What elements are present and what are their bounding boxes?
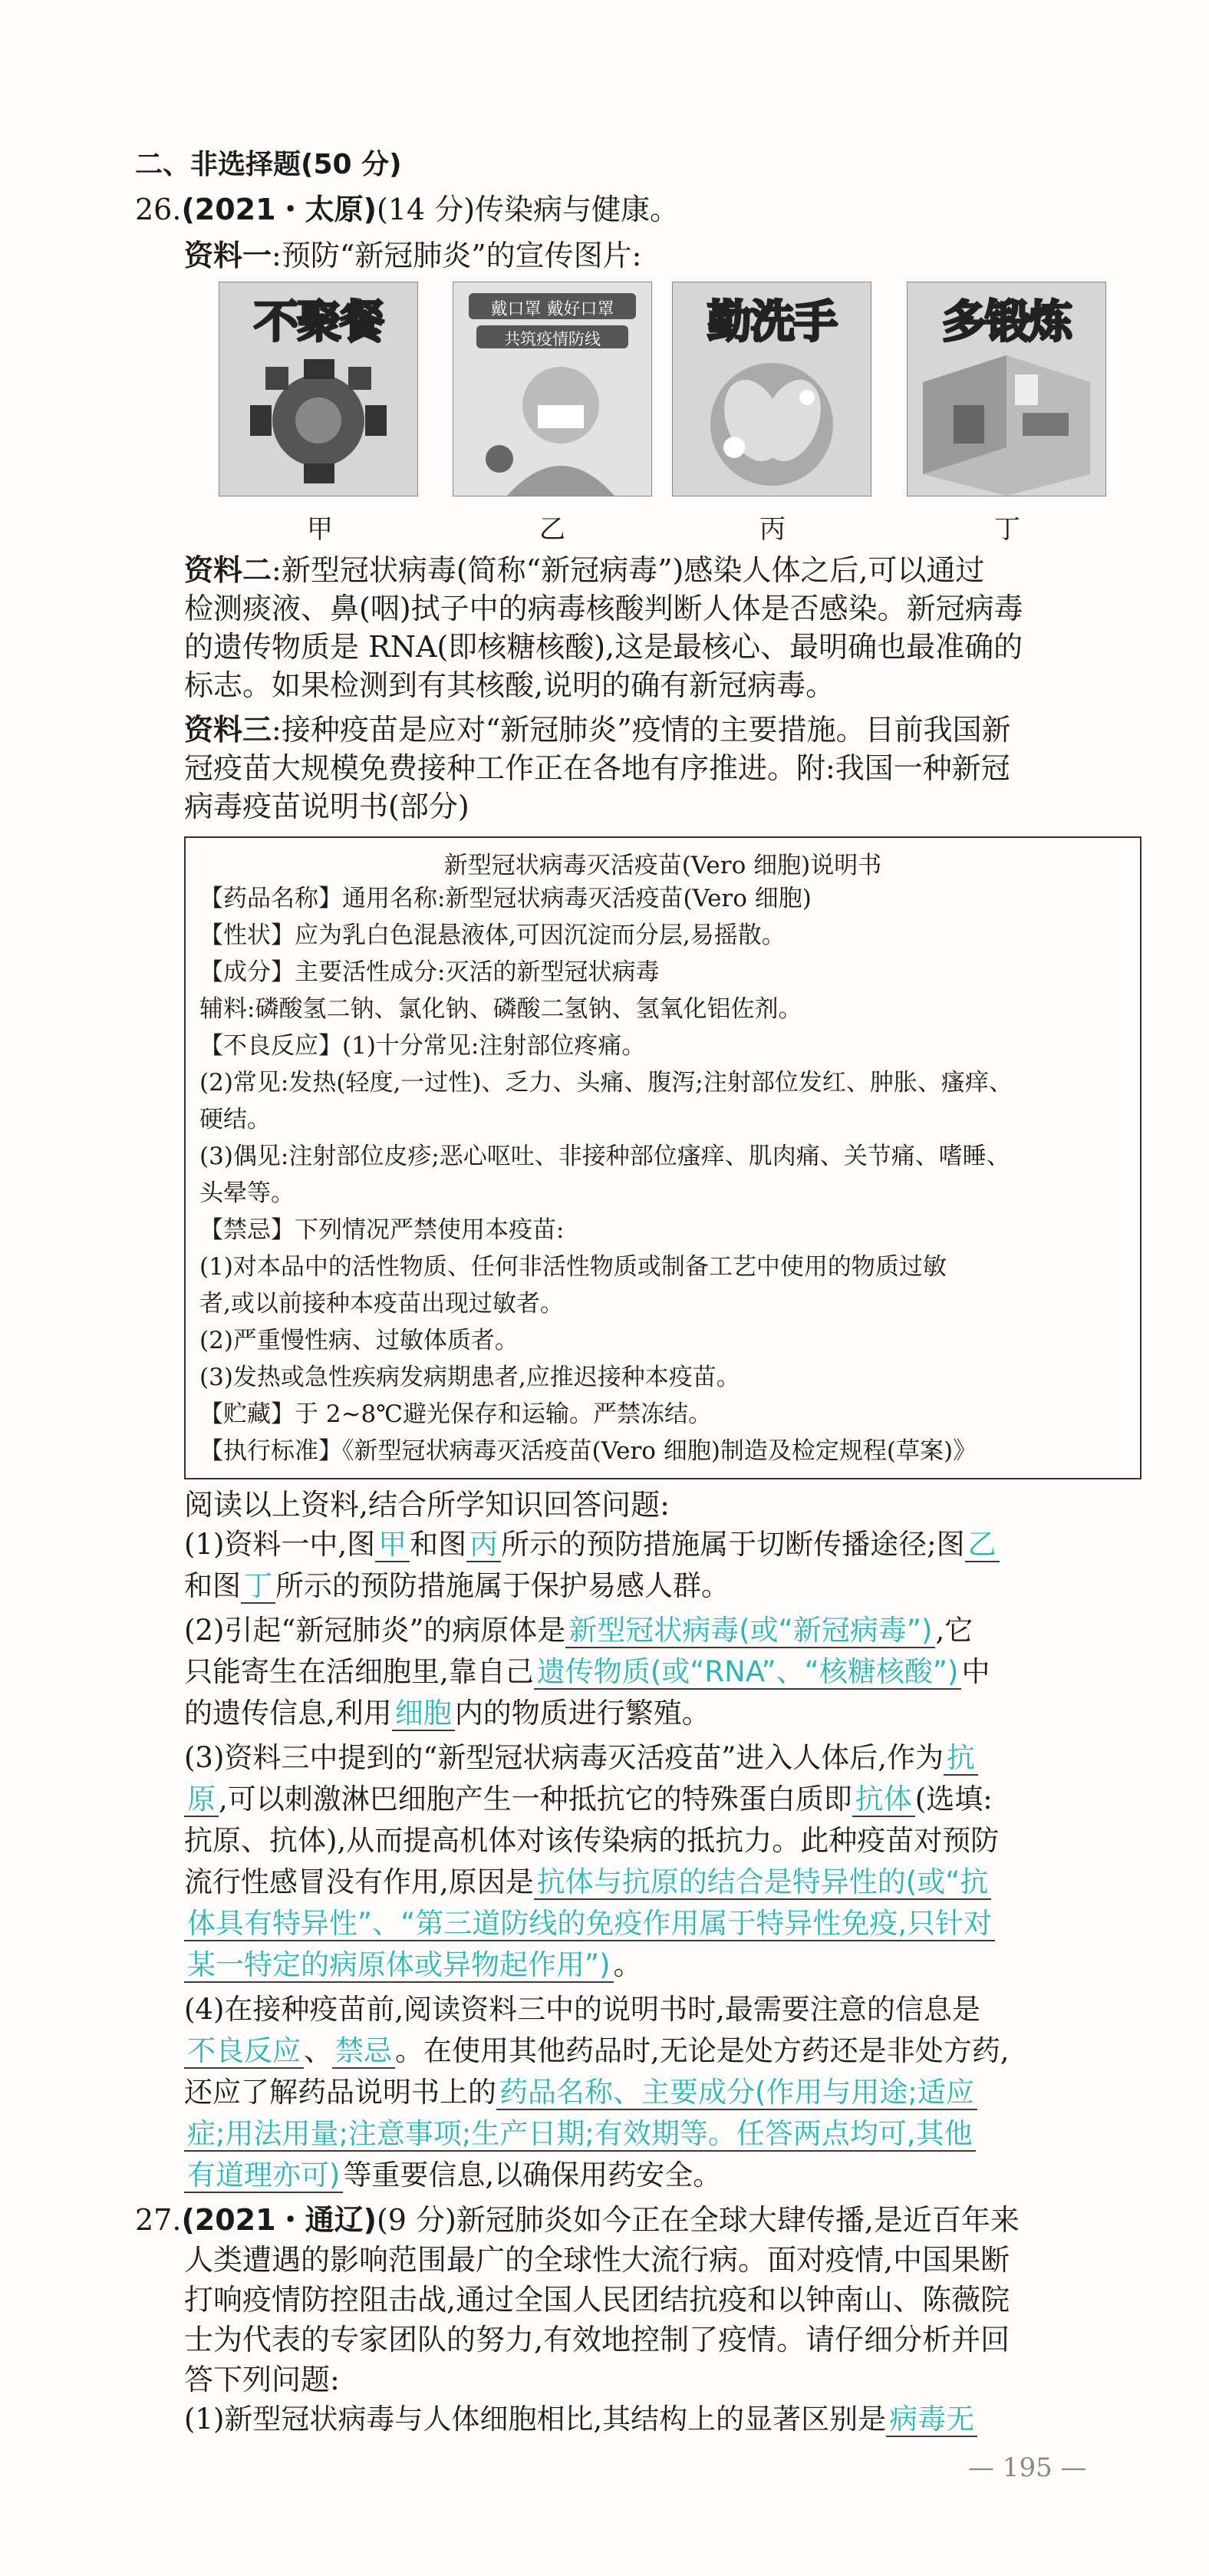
- answer-blank: 抗: [944, 1741, 978, 1776]
- box-line: 【执行标准】《新型冠状病毒灭活疫苗(Vero 细胞)制造及检定规程(草案)》: [199, 1437, 977, 1465]
- material-2-line: 资料二:新型冠状病毒(简称“新冠病毒”)感染人体之后,可以通过: [184, 553, 985, 587]
- box-line: 【禁忌】下列情况严禁使用本疫苗:: [199, 1216, 565, 1244]
- material-3-line: 病毒疫苗说明书(部分): [184, 790, 469, 823]
- answer-blank: 有道理亦可): [184, 2159, 343, 2193]
- question-27-header: 27.(2021・通辽)(9 分)新冠肺炎如今正在全球大肆传播,是近百年来: [135, 2203, 1020, 2237]
- answer-blank: 禁忌: [332, 2034, 395, 2069]
- answer-blank: 细胞: [392, 1697, 455, 1731]
- page-number: — 195 —: [968, 2452, 1087, 2483]
- question-26-header: [135, 192, 679, 227]
- box-line: (2)常见:发热(轻度,一过性)、乏力、头痛、腹泻;注射部位发红、肿胀、瘙痒、: [199, 1069, 1013, 1097]
- box-line: 【成分】主要活性成分:灭活的新型冠状病毒: [199, 958, 660, 986]
- box-line: 【不良反应】(1)十分常见:注射部位疼痛。: [199, 1032, 646, 1060]
- answer-blank: 甲: [375, 1528, 410, 1562]
- poster-text-1: 戴口罩 戴好口罩: [490, 300, 614, 319]
- material-3-label: 资料三: [184, 713, 272, 747]
- question-prompt: 阅读以上资料,结合所学知识回答问题:: [184, 1488, 670, 1522]
- box-line: 硬结。: [199, 1106, 271, 1133]
- answer-blank: 药品名称、主要成分(作用与用途;适应: [496, 2076, 977, 2110]
- sub-question-3: (3)资料三中提到的“新型冠状病毒灭活疫苗”进入人体后,作为 抗: [184, 1740, 978, 1776]
- sub-question-3-cont: [184, 1906, 995, 1941]
- image-caption: 丁: [994, 514, 1020, 545]
- hands-illustration: [673, 282, 871, 496]
- material-1: [184, 238, 641, 273]
- box-line: (3)发热或急性疾病发病期患者,应推迟接种本疫苗。: [199, 1364, 740, 1391]
- question-score: (14 分): [376, 193, 476, 226]
- material-2-label: 资料二: [184, 553, 272, 587]
- question-27-line: 打响疫情防控阻击战,通过全国人民团结抗疫和以钟南山、陈薇院: [184, 2283, 1010, 2317]
- answer-blank: 遗传物质(或“RNA”、“核糖核酸”): [534, 1655, 962, 1690]
- material-3-line: 冠疫苗大规模免费接种工作正在各地有序推进。附:我国一种新冠: [184, 751, 1010, 785]
- answer-blank: 丙: [466, 1528, 501, 1562]
- box-line: 者,或以前接种本疫苗出现过敏者。: [199, 1290, 564, 1318]
- dining-table-illustration: [219, 282, 417, 496]
- sub-question-4-cont: 还应了解药品说明书上的 药品名称、主要成分(作用与用途;适应: [184, 2075, 977, 2110]
- material-1-label: 资料一: [184, 239, 272, 272]
- material-1-text: :预防“新冠肺炎”的宣传图片:: [272, 239, 642, 272]
- gym-room-illustration: [908, 282, 1105, 496]
- poster-title: 勤洗手: [707, 295, 836, 348]
- sub-question-2: (2)引起“新冠肺炎”的病原体是 新型冠状病毒(或“新冠病毒”) ,它: [184, 1614, 973, 1647]
- material-3-line: 资料三:接种疫苗是应对“新冠肺炎”疫情的主要措施。目前我国新: [184, 713, 1011, 747]
- material-2-line: 的遗传物质是 RNA(即核糖核酸),这是最核心、最明确也最准确的: [184, 630, 1023, 664]
- question-topic: 传染病与健康。: [475, 193, 680, 226]
- box-line: (2)严重慢性病、过敏体质者。: [199, 1327, 519, 1354]
- answer-blank: 新型冠状病毒(或“新冠病毒”): [565, 1614, 935, 1648]
- poster-image-wash-hands: [672, 282, 871, 496]
- answer-blank: 乙: [965, 1528, 1000, 1562]
- poster-text-2: 共筑疫情防线: [504, 330, 601, 348]
- sub-question-2-cont: 只能寄生在活细胞里,靠自己 遗传物质(或“RNA”、“核糖核酸”) 中: [184, 1655, 990, 1688]
- sub-question-4-cont: 有道理亦可) 等重要信息,以确保用药安全。: [184, 2158, 721, 2193]
- answer-blank: 症;用法用量;注意事项;生产日期;有效期等。任答两点均可,其他: [184, 2117, 976, 2152]
- answer-blank: 不良反应: [184, 2034, 304, 2069]
- box-line: 头晕等。: [199, 1179, 295, 1207]
- sub-question-1: (1)资料一中,图 甲 和图 丙 所示的预防措施属于切断传播途径;图 乙: [184, 1527, 1000, 1562]
- image-caption: 乙: [539, 514, 565, 545]
- box-line: 【贮藏】于 2~8℃避光保存和运输。严禁冻结。: [199, 1400, 712, 1428]
- section-title: 二、非选择题(50 分): [135, 149, 402, 180]
- material-2-line: 检测痰液、鼻(咽)拭子中的病毒核酸判断人体是否感染。新冠病毒: [184, 592, 1023, 625]
- answer-blank: 原: [184, 1783, 219, 1817]
- box-title: 新型冠状病毒灭活疫苗(Vero 细胞)说明书: [443, 852, 882, 879]
- poster-title: 多锻炼: [941, 295, 1071, 348]
- box-line: 【性状】应为乳白色混悬液体,可因沉淀而分层,易摇散。: [199, 922, 786, 949]
- sub-question-1-cont: 和图 丁 所示的预防措施属于保护易感人群。: [184, 1569, 730, 1602]
- question-source: (2021・通辽): [181, 2203, 377, 2237]
- question-27-line: 答下列问题:: [184, 2363, 340, 2396]
- sub-question-3-cont: 抗原、抗体),从而提高机体对该传染病的抵抗力。此种疫苗对预防: [184, 1824, 1000, 1857]
- answer-blank: 抗体与抗原的结合是特异性的(或“抗: [534, 1865, 992, 1900]
- poster-title: 不聚餐: [253, 295, 383, 348]
- answer-blank: 丁: [241, 1569, 275, 1604]
- sub-question-3-cont: 某一特定的病原体或异物起作用”) 。: [184, 1948, 642, 1983]
- box-line: (1)对本品中的活性物质、任何非活性物质或制备工艺中使用的物质过敏: [199, 1253, 947, 1281]
- answer-blank: 某一特定的病原体或异物起作用”): [184, 1948, 614, 1983]
- vaccine-instructions-box: [184, 836, 1141, 1479]
- box-line: 【药品名称】通用名称:新型冠状病毒灭活疫苗(Vero 细胞): [199, 885, 812, 912]
- question-27-sub-1: (1)新型冠状病毒与人体细胞相比,其结构上的显著区别是 病毒无: [184, 2402, 977, 2437]
- question-source: (2021・太原): [181, 193, 377, 226]
- box-line: 辅料:磷酸氢二钠、氯化钠、磷酸二氢钠、氢氧化铝佐剂。: [199, 995, 802, 1023]
- question-27-line: 士为代表的专家团队的努力,有效地控制了疫情。请仔细分析并回: [184, 2323, 1010, 2357]
- sub-question-3-cont: 原 ,可以刺激淋巴细胞产生一种抵抗它的特殊蛋白质即 抗体 (选填:: [184, 1782, 993, 1817]
- sub-question-4: (4)在接种疫苗前,阅读资料三中的说明书时,最需要注意的信息是: [184, 1993, 980, 2026]
- sub-question-2-cont: 的遗传信息,利用 细胞 内的物质进行繁殖。: [184, 1697, 710, 1730]
- sub-question-4-cont: 不良反应 、 禁忌 。在使用其他药品时,无论是处方药还是非处方药,: [184, 2033, 1010, 2069]
- sub-question-3-cont: 流行性感冒没有作用,原因是 抗体与抗原的结合是特异性的(或“抗: [184, 1865, 991, 1900]
- image-caption: 丙: [759, 514, 786, 545]
- poster-image-exercise: [907, 282, 1106, 496]
- box-line: (3)偶见:注射部位皮疹;恶心呕吐、非接种部位瘙痒、肌肉痛、关节痛、嗜睡、: [199, 1143, 1010, 1170]
- material-2-line: 标志。如果检测到有其核酸,说明的确有新冠病毒。: [184, 668, 835, 702]
- sub-question-4-cont: [184, 2116, 976, 2152]
- poster-image-wear-mask: [453, 282, 652, 496]
- answer-blank: 抗体: [852, 1783, 915, 1817]
- poster-image-no-gathering: [219, 282, 418, 496]
- question-number: 26.: [135, 193, 182, 226]
- answer-blank: 病毒无: [886, 2403, 977, 2437]
- image-caption: 甲: [307, 514, 333, 545]
- question-number: 27.: [135, 2203, 182, 2237]
- question-27-line: 人类遭遇的影响范围最广的全球性大流行病。面对疫情,中国果断: [184, 2243, 1010, 2277]
- answer-blank: 体具有特异性”、“第三道防线的免疫作用属于特异性免疫,只针对: [184, 1907, 995, 1941]
